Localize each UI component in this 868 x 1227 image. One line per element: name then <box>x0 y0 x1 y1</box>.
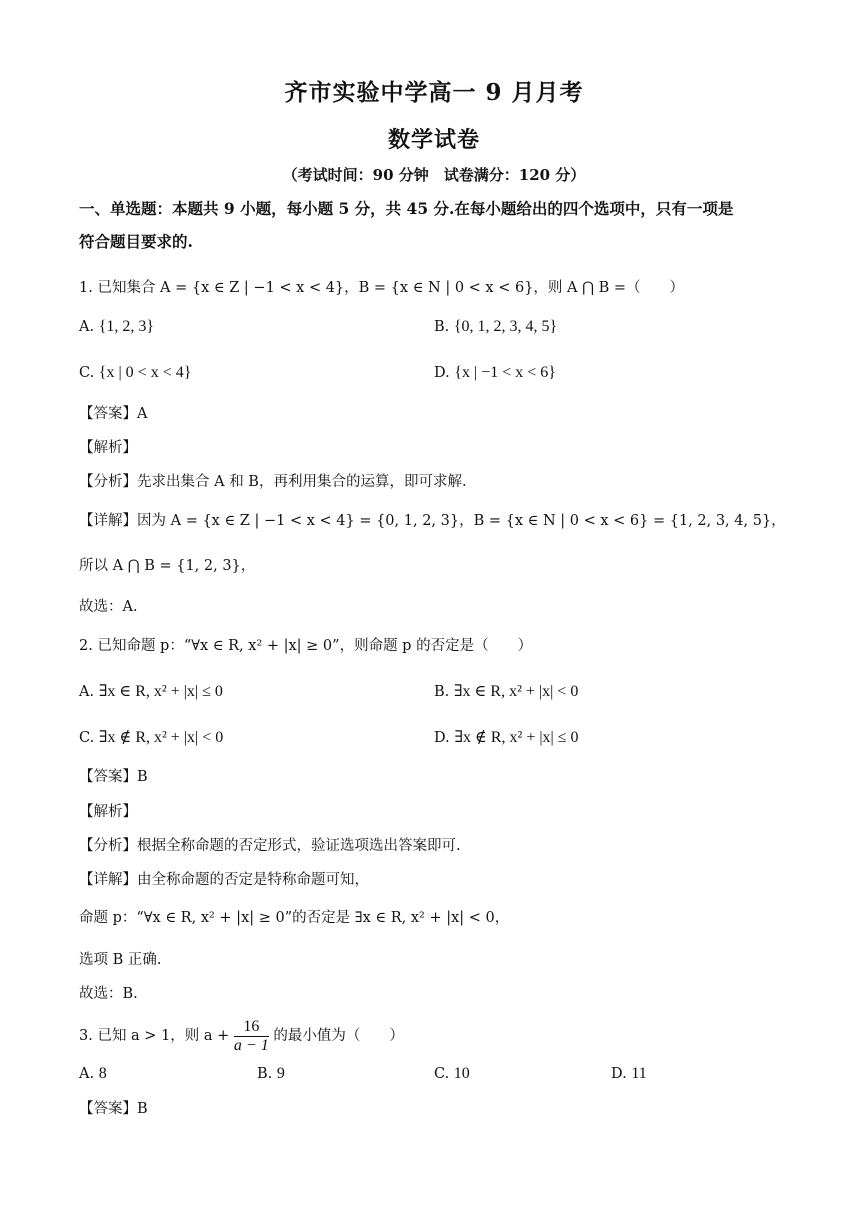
q3-fraction-denominator: a − 1 <box>233 1036 269 1054</box>
q2-choose: 故选：B. <box>79 986 138 1002</box>
q3-stem-suffix: 的最小值为（ ） <box>273 1028 404 1044</box>
q2-detail2: 命题 p：“∀x ∈ R, x² + |x| ≥ 0”的否定是 ∃x ∈ R, x² + |x| < 0， <box>79 910 510 926</box>
q1-option-b <box>434 318 557 336</box>
q3-answer: 【答案】B <box>79 1101 148 1117</box>
q2-option-b-text: ∃x ∈ R, x² + |x| < 0 <box>453 683 579 700</box>
q2-option-a <box>79 681 223 701</box>
q3-option-d-label: D. <box>611 1066 627 1082</box>
q2-option-c-label: C. <box>79 730 95 746</box>
q2-answer: 【答案】B <box>79 769 148 785</box>
q3-option-d-text: 11 <box>631 1065 647 1082</box>
q1-answer: 【答案】A <box>79 406 148 422</box>
q1-option-c-label: C. <box>79 365 95 381</box>
q1-option-b-text: {0, 1, 2, 3, 4, 5} <box>453 318 558 335</box>
q2-option-d <box>434 727 579 747</box>
q2-analysis-title: 【解析】 <box>79 804 137 820</box>
q3-option-a <box>79 1065 107 1083</box>
exam-subtitle: 数学试卷 <box>387 127 480 153</box>
q2-option-b-label: B. <box>434 684 450 700</box>
q1-stem: 1. 已知集合 A = {x ∈ Z | −1 < x < 4}，B = {x ∈ N | 0 < x < 6}，则 A ⋂ B =（ ） <box>79 280 685 296</box>
q3-option-a-text: 8 <box>98 1065 107 1082</box>
section-heading-line1: 一、单选题：本题共 9 小题，每小题 5 分，共 45 分.在每小题给出的四个选项中，只有一项是 <box>79 199 734 218</box>
q2-option-d-label: D. <box>434 730 450 746</box>
q3-option-b <box>257 1065 285 1083</box>
section-heading-line2: 符合题目要求的. <box>79 232 193 251</box>
q2-detail3: 选项 B 正确. <box>79 952 162 968</box>
q1-option-a-text: {1, 2, 3} <box>98 318 155 335</box>
q3-option-d <box>611 1065 647 1083</box>
q1-analysis-title: 【解析】 <box>79 440 137 456</box>
q1-option-d <box>434 364 556 382</box>
q1-choose: 故选：A. <box>79 599 138 615</box>
q1-option-d-text: {x | −1 < x < 6} <box>454 364 556 381</box>
exam-info: （考试时间：90 分钟 试卷满分：120 分） <box>282 166 586 184</box>
q1-option-c-text: {x | 0 < x < 4} <box>98 364 192 381</box>
q1-option-c <box>79 364 191 382</box>
q3-option-b-label: B. <box>257 1066 273 1082</box>
q3-fraction <box>234 1018 269 1055</box>
q3-option-c <box>434 1065 470 1083</box>
q3-option-c-label: C. <box>434 1066 450 1082</box>
q1-analysis: 【分析】先求出集合 A 和 B，再利用集合的运算，即可求解. <box>79 474 467 490</box>
q2-analysis: 【分析】根据全称命题的否定形式，验证选项选出答案即可. <box>79 838 461 854</box>
q2-option-d-text: ∃x ∉ R, x² + |x| ≤ 0 <box>454 729 579 746</box>
q2-detail: 【详解】由全称命题的否定是特称命题可知， <box>79 872 369 888</box>
q2-option-a-label: A. <box>79 684 95 700</box>
q1-detail2: 所以 A ⋂ B = {1, 2, 3}， <box>79 558 256 574</box>
q3-stem <box>79 1016 404 1056</box>
q3-option-b-text: 9 <box>276 1065 285 1082</box>
q3-fraction-numerator: 16 <box>234 1018 269 1037</box>
exam-title: 齐市实验中学高一 9 月月考 <box>284 79 584 106</box>
q2-option-b <box>434 681 578 701</box>
q3-option-a-label: A. <box>79 1066 95 1082</box>
q1-option-b-label: B. <box>434 319 450 335</box>
q3-option-c-text: 10 <box>453 1065 470 1082</box>
q1-option-a-label: A. <box>79 319 95 335</box>
q1-option-a <box>79 318 154 336</box>
q2-option-c <box>79 727 223 747</box>
q3-stem-prefix: 3. 已知 a > 1，则 a + <box>79 1028 230 1044</box>
q2-stem: 2. 已知命题 p：“∀x ∈ R, x² + |x| ≥ 0”，则命题 p 的否定是（ ） <box>79 638 533 654</box>
q1-option-d-label: D. <box>434 365 450 381</box>
q1-detail: 【详解】因为 A = {x ∈ Z | −1 < x < 4} = {0, 1, 2, 3}，B = {x ∈ N | 0 < x < 6} = {1, 2, 3, 4, 5}， <box>79 513 786 529</box>
q2-option-a-text: ∃x ∈ R, x² + |x| ≤ 0 <box>98 683 223 700</box>
q2-option-c-text: ∃x ∉ R, x² + |x| < 0 <box>98 729 224 746</box>
